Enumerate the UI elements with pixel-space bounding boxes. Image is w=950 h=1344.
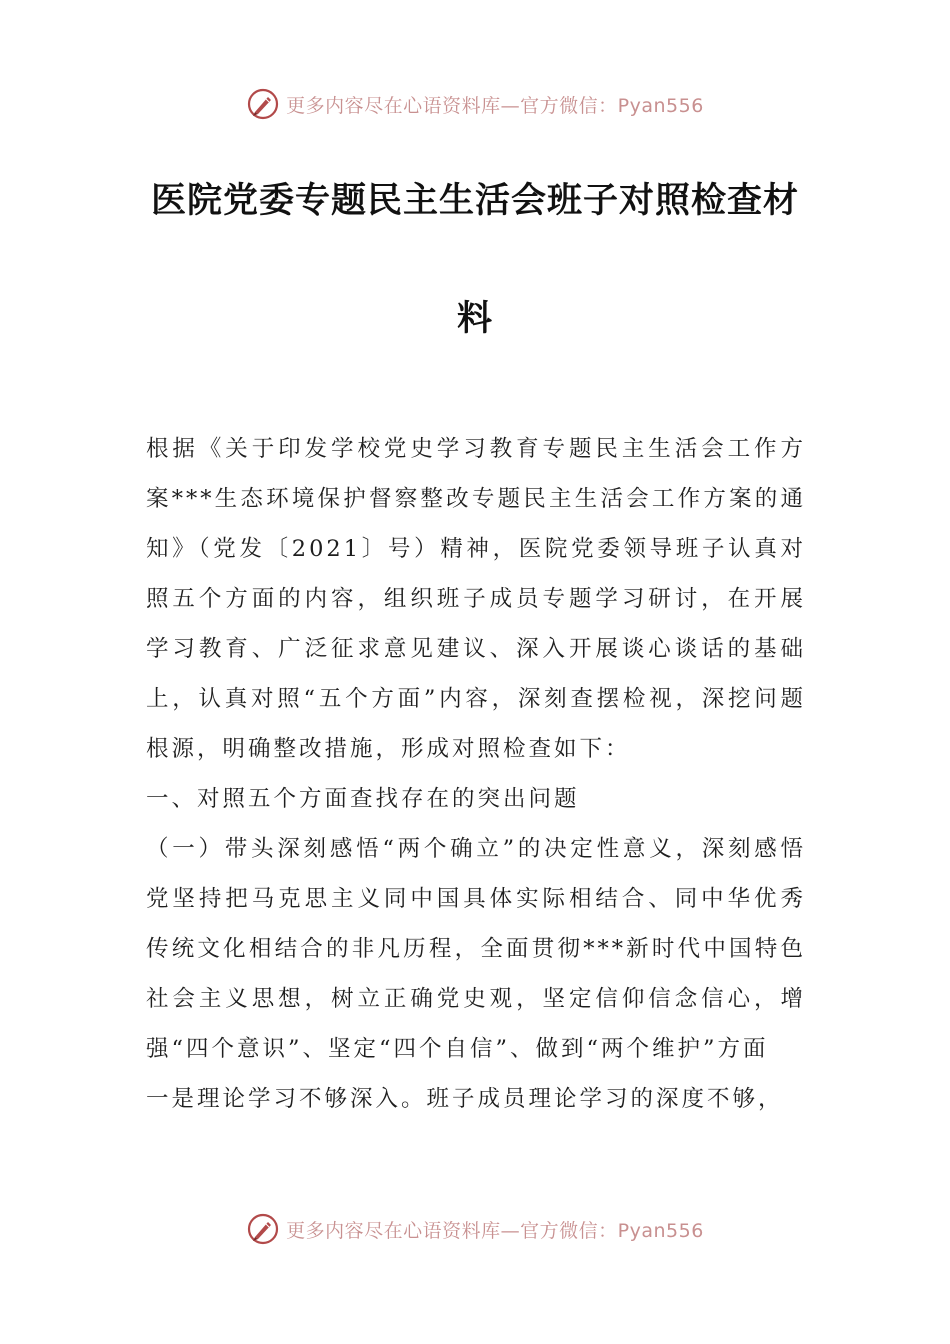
watermark-text: 更多内容尽在心语资料库—官方微信： xyxy=(286,1219,618,1242)
title-line-1: 医院党委专题民主生活会班子对照检查材 xyxy=(150,181,799,221)
footer-watermark xyxy=(0,1207,950,1251)
header-watermark xyxy=(0,82,950,126)
paragraph-intro: 根据《关于印发学校党史学习教育专题民主生活会工作方案***生态环境保护督察整改专题民主生活会工作方案的通知》（党发〔2021〕号）精神，医院党委领导班子认真对照五个方面的内容，组织班子成员专题学习研讨，在开展学习教育、广泛征求意见建议、深入开展谈心谈话的基础上，认真对照“五个方面”内容，深刻查摆检视，深挖问题根源，明确整改措施，形成对照检查如下： xyxy=(146,436,806,762)
title-line-2: 料 xyxy=(456,299,493,339)
document-title xyxy=(100,168,850,352)
pen-logo-icon xyxy=(246,87,280,121)
watermark-text: 更多内容尽在心语资料库—官方微信： xyxy=(286,94,618,117)
pen-logo-icon xyxy=(246,1212,280,1246)
section-heading: 一、对照五个方面查找存在的突出问题 xyxy=(146,786,580,812)
watermark-wechat-id: Pyan556 xyxy=(617,94,704,117)
paragraph-subsection-1: （一）带头深刻感悟“两个确立”的决定性意义，深刻感悟党坚持把马克思主义同中国具体实际相结合、同中华优秀传统文化相结合的非凡历程，全面贯彻***新时代中国特色社会主义思想，树立正确党史观，坚定信仰信念信心，增强“四个意识”、坚定“四个自信”、做到“两个维护”方面 xyxy=(146,836,806,1062)
document-body xyxy=(146,424,806,1124)
paragraph-point-1: 一是理论学习不够深入。班子成员理论学习的深度不够， xyxy=(146,1086,784,1112)
watermark-wechat-id: Pyan556 xyxy=(617,1219,704,1242)
